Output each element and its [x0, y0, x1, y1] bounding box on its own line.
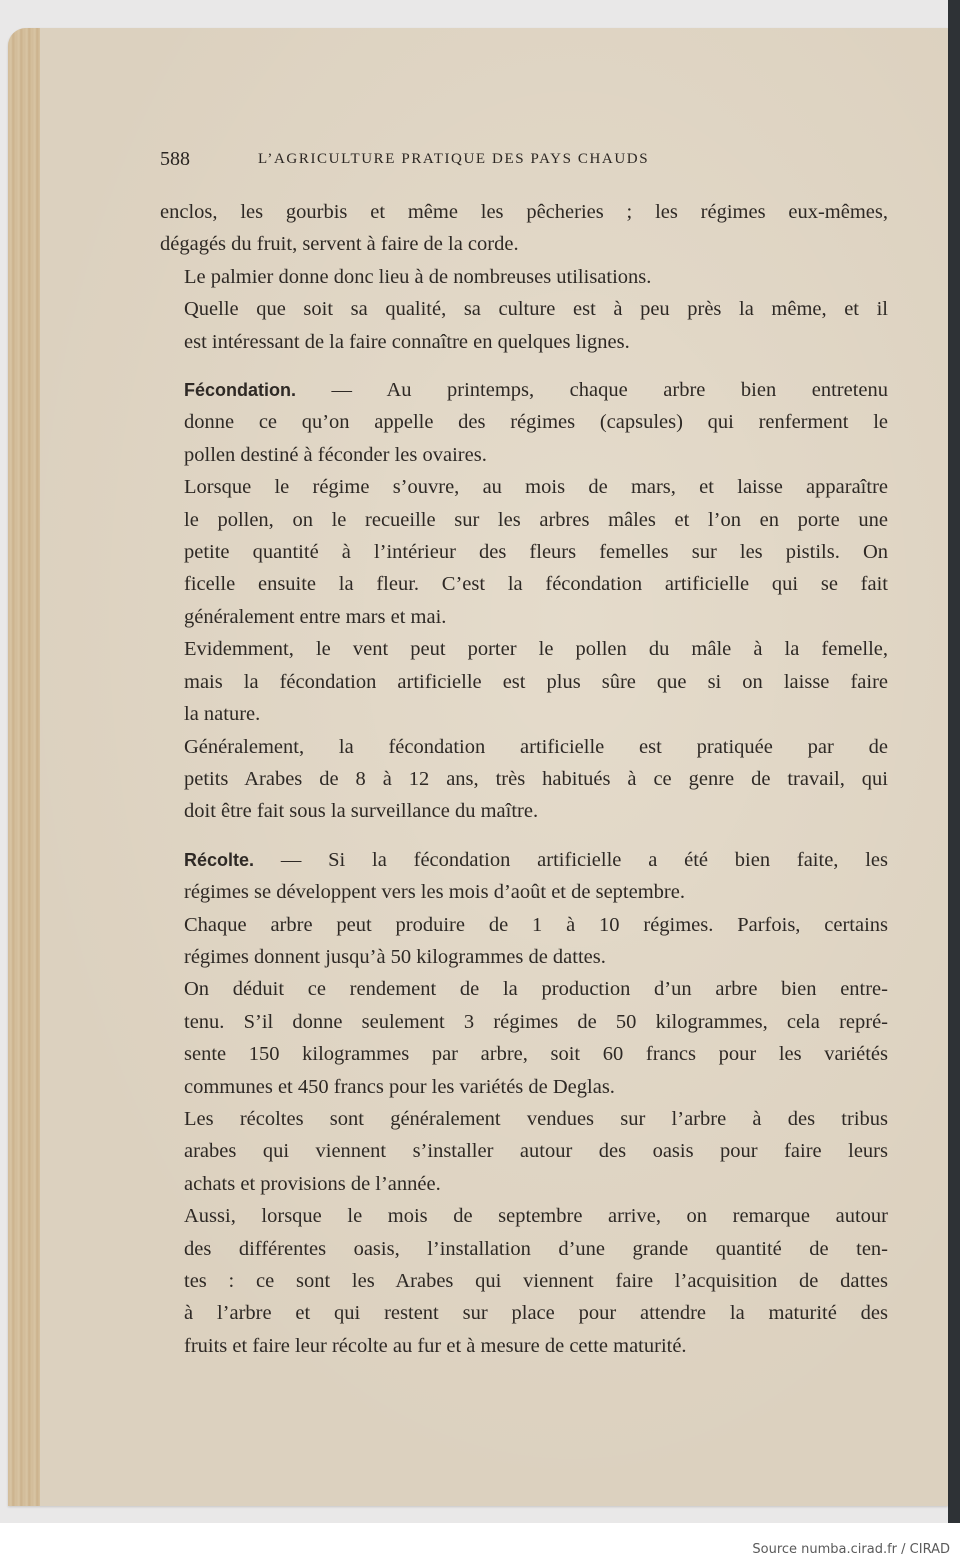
text-line: régimes donnent jusqu’à 50 kilogrammes de dattes.	[184, 945, 606, 968]
text-line: généralement entre mars et mai.	[184, 605, 447, 628]
text-line: Chaque arbre peut produire de 1 à 10 régimes. Parfois, certains	[184, 913, 888, 936]
text-line: Lorsque le régime s’ouvre, au mois de mars, et laisse apparaître	[184, 476, 888, 499]
text-line: des différentes oasis, l’installation d’une grande quantité de ten-	[184, 1237, 888, 1260]
paragraph	[160, 1103, 888, 1200]
running-title: L’AGRICULTURE PRATIQUE DES PAYS CHAUDS	[258, 151, 650, 167]
text-line: achats et provisions de l’année.	[184, 1172, 441, 1195]
paragraph	[160, 293, 888, 358]
text-line: Le palmier donne donc lieu à de nombreuses utilisations.	[184, 265, 652, 288]
paragraph	[160, 973, 888, 1103]
text-line: ficelle ensuite la fleur. C’est la fécondation artificielle qui se fait	[184, 573, 888, 596]
section-fecondation	[160, 374, 888, 471]
page-number: 588	[160, 148, 190, 170]
text-line: fruits et faire leur récolte au fur et à mesure de cette maturité.	[184, 1334, 687, 1357]
text-line	[160, 844, 888, 876]
paragraph	[160, 731, 888, 828]
text-line: Aussi, lorsque le mois de septembre arrive, on remarque autour	[184, 1205, 888, 1228]
text-line: Les récoltes sont généralement vendues sur l’arbre à des tribus	[184, 1107, 888, 1130]
text-line: dégagés du fruit, servent à faire de la corde.	[160, 233, 519, 256]
section-heading: Récolte.	[184, 849, 255, 870]
text-line: arabes qui viennent s’installer autour des oasis pour faire leurs	[184, 1140, 888, 1163]
text-line: petits Arabes de 8 à 12 ans, très habitués à ce genre de travail, qui	[184, 767, 888, 790]
text-line: à l’arbre et qui restent sur place pour attendre la maturité des	[184, 1302, 888, 1325]
paragraph	[160, 633, 888, 730]
text-line: pollen destiné à féconder les ovaires.	[184, 443, 487, 466]
paragraph	[160, 261, 888, 293]
section-heading: Fécondation.	[184, 380, 296, 401]
source-credit: Source numba.cirad.fr / CIRAD	[752, 1542, 950, 1557]
body-text	[160, 196, 888, 1362]
text-line: Quelle que soit sa qualité, sa culture est à peu près la même, et il	[184, 298, 888, 321]
text-line	[160, 374, 888, 406]
paragraph	[160, 909, 888, 974]
scanner-edge	[948, 0, 960, 1523]
text-line: régimes se développent vers les mois d’août et de septembre.	[184, 881, 685, 904]
text-line: Généralement, la fécondation artificielle est pratiquée par de	[184, 735, 888, 758]
text-line: donne ce qu’on appelle des régimes (capsules) qui renferment le	[184, 411, 888, 434]
text-line: est intéressant de la faire connaître en quelques lignes.	[184, 330, 630, 353]
text-line: mais la fécondation artificielle est plus sûre que si on laisse faire	[184, 670, 888, 693]
text-line: On déduit ce rendement de la production d’un arbre bien entre-	[184, 978, 888, 1001]
text-line: petite quantité à l’intérieur des fleurs femelles sur les pistils. On	[184, 541, 888, 564]
text-line: tenu. S’il donne seulement 3 régimes de 50 kilogrammes, cela repré-	[184, 1010, 888, 1033]
text-line: Evidemment, le vent peut porter le pollen du mâle à la femelle,	[184, 638, 888, 661]
text-line: communes et 450 francs pour les variétés de Deglas.	[184, 1075, 615, 1098]
running-head	[160, 148, 890, 174]
text-fragment: — Au printemps, chaque arbre bien entretenu	[296, 379, 888, 402]
text-line: doit être fait sous la surveillance du maître.	[184, 800, 539, 823]
text-line: le pollen, on le recueille sur les arbres mâles et l’on en porte une	[184, 508, 888, 531]
page-stack-edges	[8, 28, 40, 1506]
paragraph	[160, 471, 888, 633]
section-recolte	[160, 844, 888, 909]
text-fragment: — Si la fécondation artificielle a été bien faite, les	[254, 848, 888, 871]
text-line: tes : ce sont les Arabes qui viennent faire l’acquisition de dattes	[184, 1270, 888, 1292]
paragraph	[160, 1200, 888, 1362]
text-line: sente 150 kilogrammes par arbre, soit 60 francs pour les variétés	[184, 1043, 888, 1066]
text-line: enclos, les gourbis et même les pêcheries ; les régimes eux-mêmes,	[160, 201, 888, 223]
text-line: la nature.	[184, 703, 261, 726]
paragraph	[160, 196, 888, 261]
